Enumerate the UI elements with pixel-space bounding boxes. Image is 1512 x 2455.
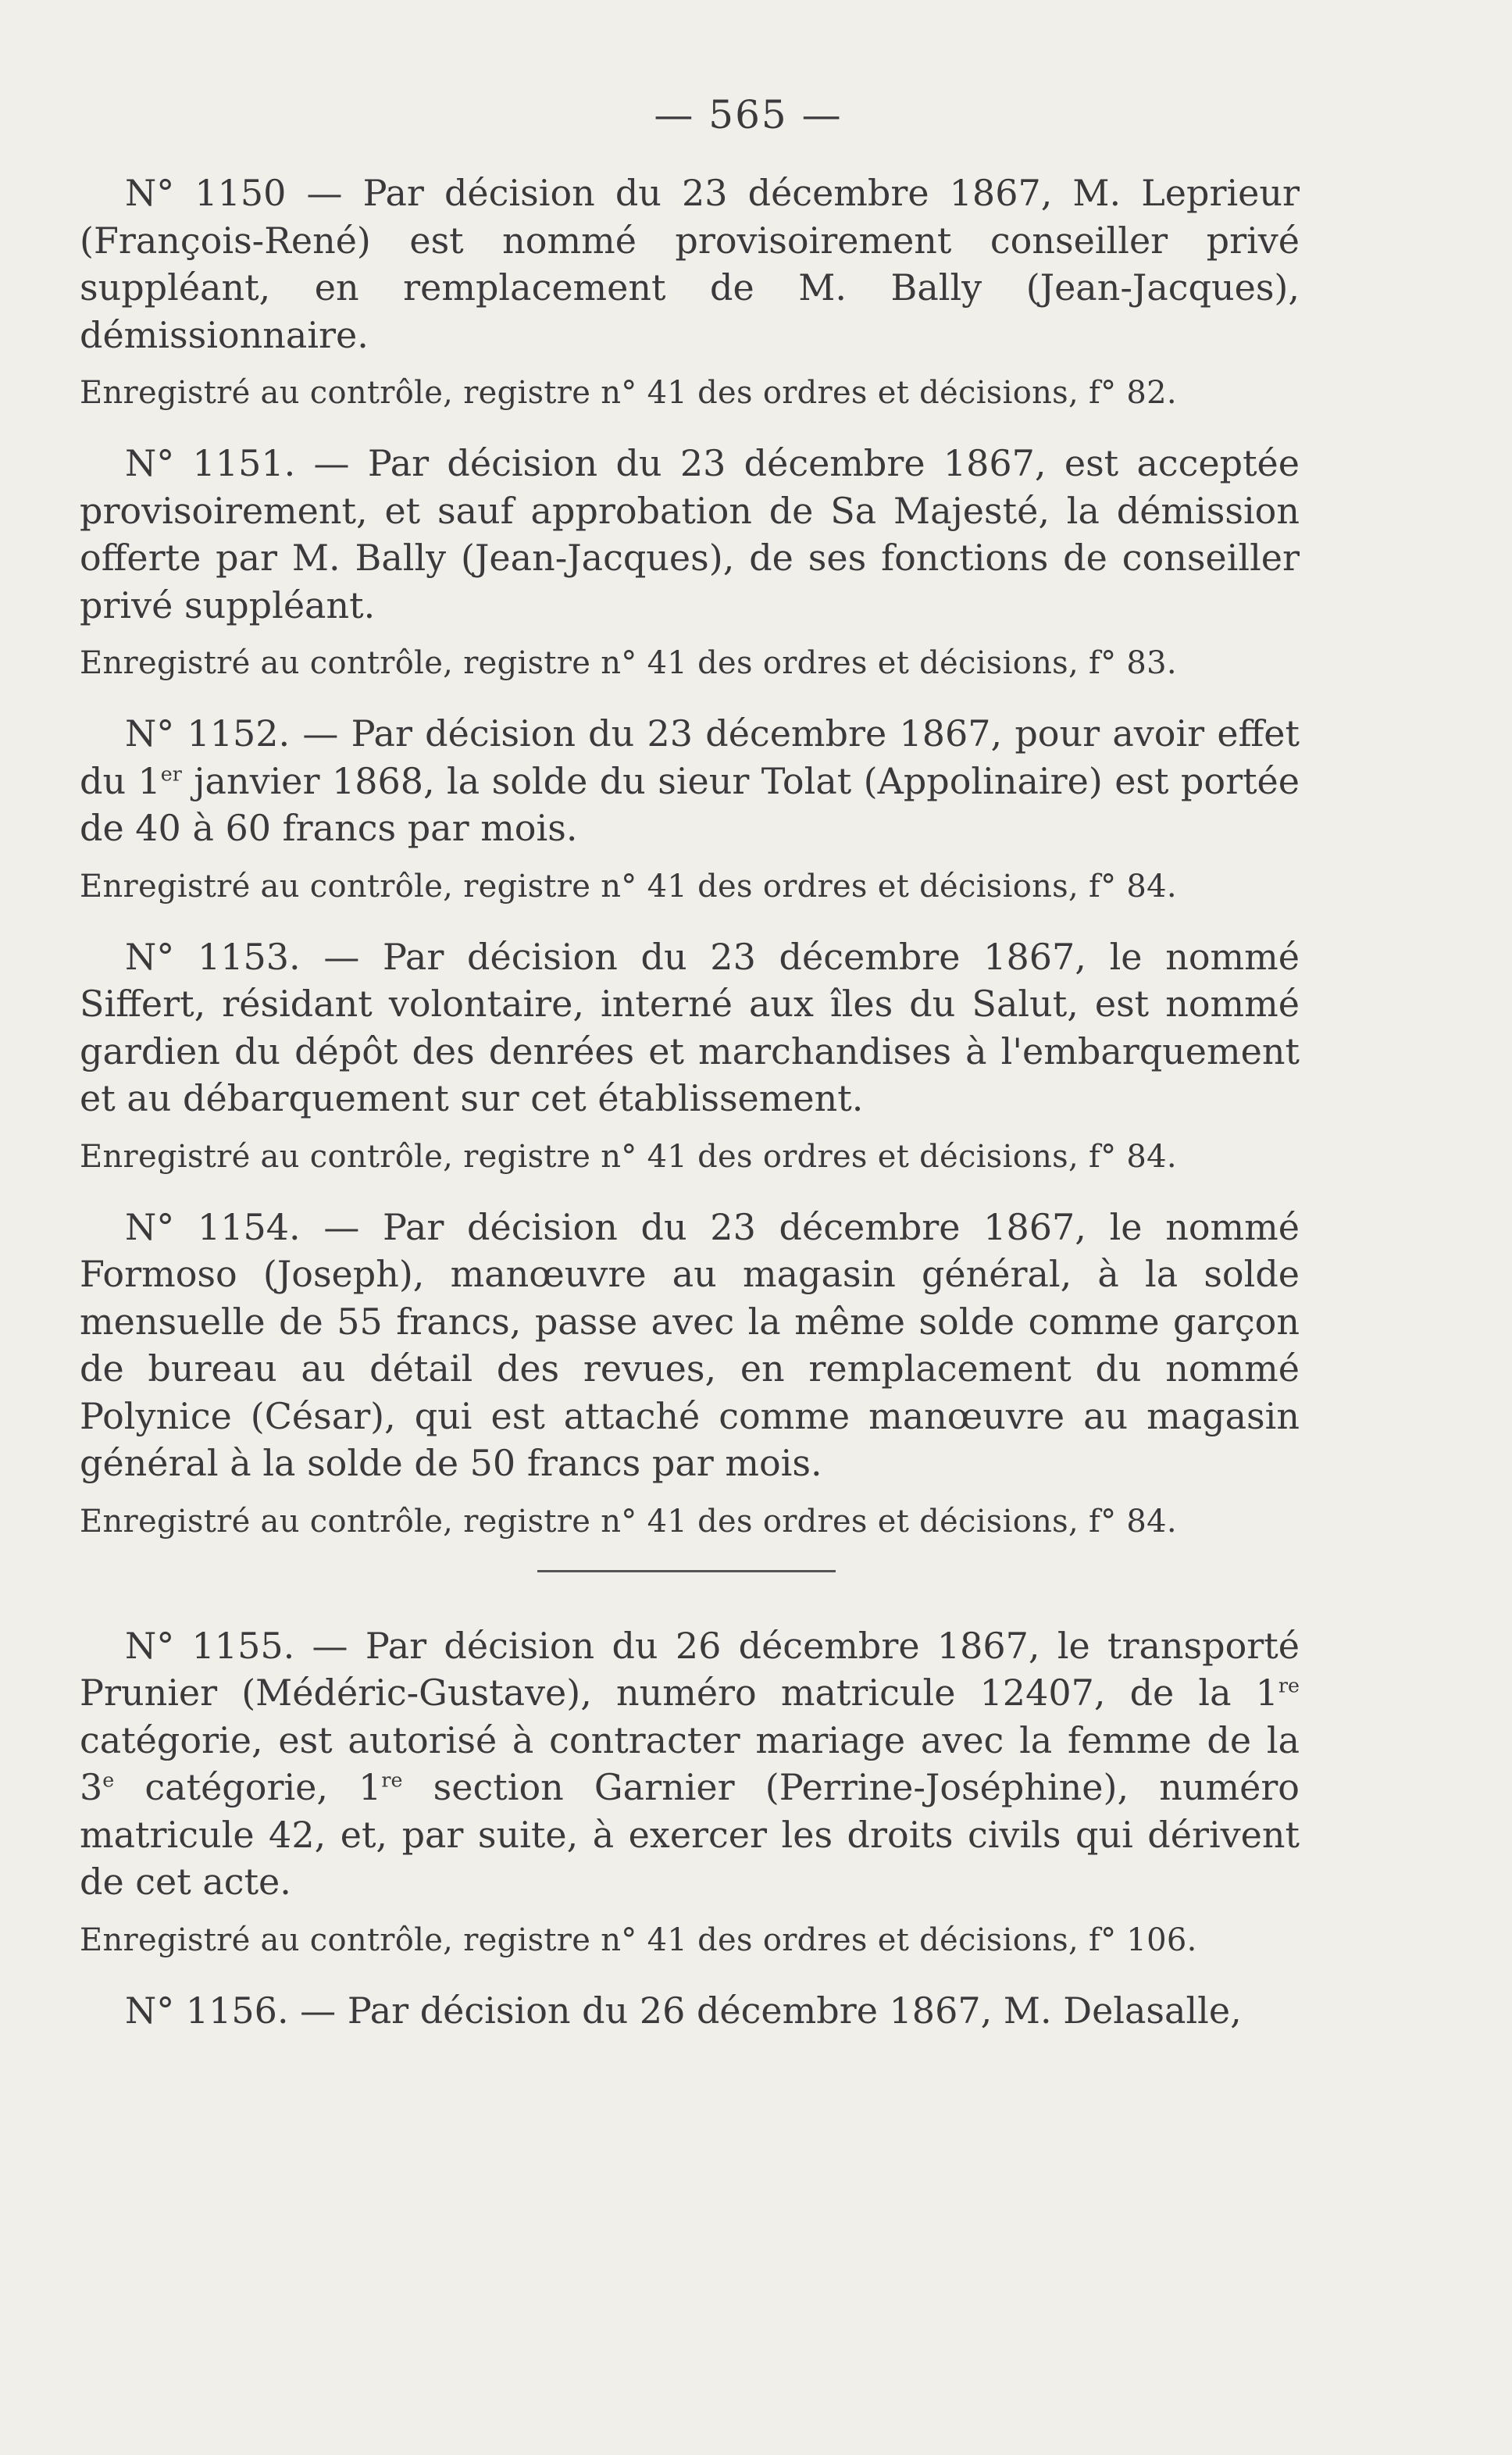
entry-content: section Garnier (Perrine-Joséphine), numéro matricule 42, et, par suite, à exercer les droits civils qui dérivent de cet acte. <box>80 1766 1300 1903</box>
entry-1154 <box>80 1204 1300 1543</box>
entry-text <box>80 169 1300 359</box>
entry-number: N° 1155. — <box>125 1624 348 1667</box>
entry-content: Par décision du 23 décembre 1867, M. Leprieur (François-René) est nommé provisoirement conseiller privé suppléant, en remplacement de M. Bally (Jean-Jacques), démissionnaire. <box>80 172 1300 356</box>
entry-number: N° 1154. — <box>125 1205 360 1248</box>
entry-text <box>80 710 1300 852</box>
register-note: Enregistré au contrôle, registre n° 41 des ordres et décisions, f° 84. <box>80 1138 1177 1175</box>
entry-content: catégorie, est autorisé à contracter mariage avec la femme de la 3 <box>80 1718 1300 1808</box>
entry-1155 <box>80 1622 1300 1962</box>
entry-number: N° 1150 — <box>125 172 343 214</box>
register-note: Enregistré au contrôle, registre n° 41 des ordres et décisions, f° 82. <box>80 375 1177 411</box>
register-note: Enregistré au contrôle, registre n° 41 des ordres et décisions, f° 83. <box>80 645 1177 681</box>
superscript: re <box>1278 1674 1300 1697</box>
entry-content: catégorie, 1 <box>114 1766 382 1808</box>
entry-content: Par décision du 23 décembre 1867, pour avoir effet du 1 <box>80 712 1300 802</box>
page-number: — 565 — <box>654 92 843 137</box>
entry-text <box>80 1204 1300 1487</box>
entry-number: N° 1152. — <box>125 712 339 755</box>
entry-content: Par décision du 26 décembre 1867, M. Delasalle, <box>347 1989 1242 2032</box>
entry-number: N° 1156. — <box>125 1989 337 2032</box>
section-divider <box>537 1570 836 1572</box>
entry-1152 <box>80 710 1300 908</box>
entry-1156 <box>80 1987 1300 2035</box>
superscript: er <box>160 762 182 786</box>
entry-content: Par décision du 23 décembre 1867, le nommé Siffert, résidant volontaire, interné aux îles du Salut, est nommé gardien du dépôt des denrées et marchandises à l'embarquement et au débarquement sur cet établissement. <box>80 935 1300 1119</box>
entry-number: N° 1151. — <box>125 442 350 484</box>
entry-1153 <box>80 933 1300 1179</box>
entry-number: N° 1153. — <box>125 935 360 978</box>
entry-content: janvier 1868, la solde du sieur Tolat (Appolinaire) est portée de 40 à 60 francs par mois. <box>80 759 1300 849</box>
entry-content: Par décision du 23 décembre 1867, le nommé Formoso (Joseph), manœuvre au magasin général, à la solde mensuelle de 55 francs, passe avec la même solde comme garçon de bureau au détail des revues, en remplacement du nommé Polynice (César), qui est attaché comme manœuvre au magasin général à la solde de 50 francs par mois. <box>80 1205 1300 1484</box>
register-note: Enregistré au contrôle, registre n° 41 des ordres et décisions, f° 106. <box>80 1922 1197 1958</box>
superscript: e <box>102 1768 115 1792</box>
entry-text <box>80 1987 1300 2035</box>
entry-text <box>80 933 1300 1122</box>
entry-text <box>80 1622 1300 1906</box>
superscript: re <box>381 1768 403 1792</box>
entry-1150 <box>80 169 1300 415</box>
register-note: Enregistré au contrôle, registre n° 41 des ordres et décisions, f° 84. <box>80 1503 1177 1540</box>
entry-content: Par décision du 23 décembre 1867, est acceptée provisoirement, et sauf approbation de Sa Majesté, la démission offerte par M. Bally (Jean-Jacques), de ses fonctions de conseiller privé suppléant. <box>80 442 1300 626</box>
entry-text <box>80 440 1300 629</box>
entry-content: Par décision du 26 décembre 1867, le transporté Prunier (Médéric-Gustave), numéro matricule 12407, de la 1 <box>80 1624 1300 1714</box>
register-note: Enregistré au contrôle, registre n° 41 des ordres et décisions, f° 84. <box>80 868 1177 905</box>
entry-1151 <box>80 440 1300 685</box>
